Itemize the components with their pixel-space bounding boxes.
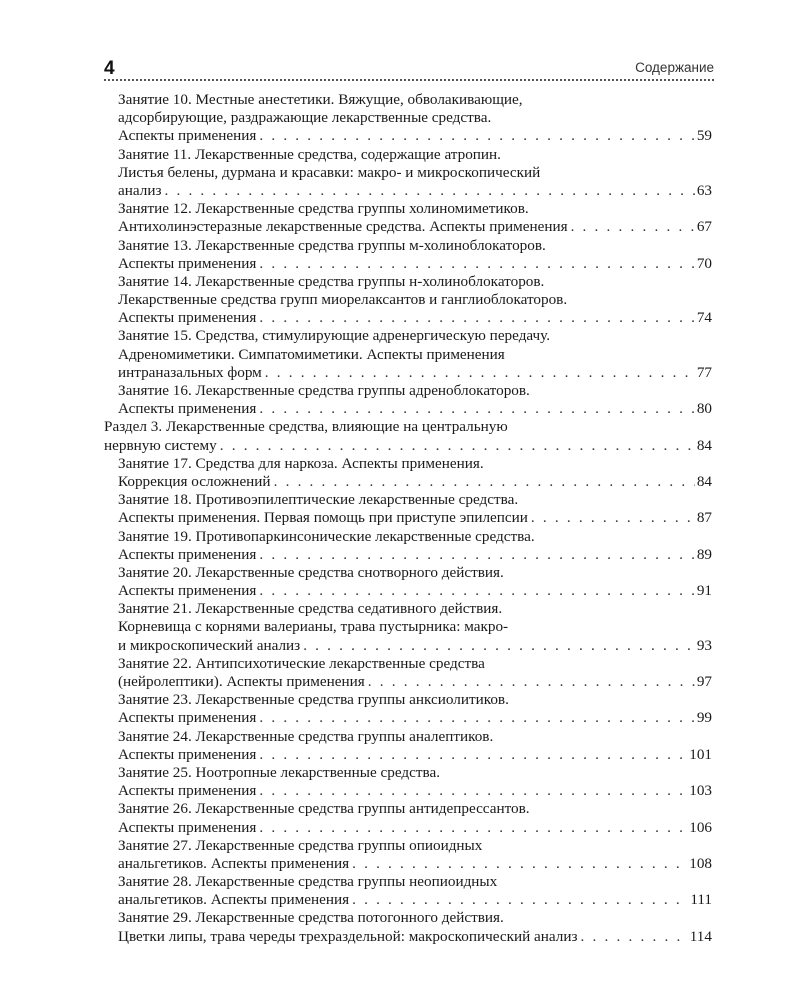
dot-leader <box>256 709 694 727</box>
toc-entry-leader-line <box>118 855 712 873</box>
toc-entry-line: Занятие 10. Местные анестетики. Вяжущие, обволакивающие, <box>118 91 523 108</box>
toc-entry-leader-line <box>118 255 712 273</box>
toc-entry-line: Занятие 22. Антипсихотические лекарственные средства <box>118 654 485 672</box>
dot-leader <box>217 437 695 455</box>
dot-leader <box>256 582 694 600</box>
toc-entry-text: Аспекты применения <box>118 745 257 763</box>
toc-entry-text: Аспекты применения. Первая помощь при приступе эпилепсии <box>118 509 528 527</box>
toc-entry-line: Занятие 20. Лекарственные средства снотворного действия. <box>118 563 504 581</box>
toc-entry-text: Аспекты применения <box>118 254 257 272</box>
toc-page-number: 108 <box>689 854 712 872</box>
toc-entry-text: интраназальных форм <box>118 363 262 381</box>
toc-entry-line: Раздел 3. Лекарственные средства, влияющие на центральную <box>104 418 508 436</box>
toc-page-number: 93 <box>696 636 712 654</box>
toc-lesson-entry <box>104 455 712 491</box>
toc-page-number: 114 <box>689 927 712 945</box>
toc-entry-line: адсорбирующие, раздражающие лекарственные средства. <box>118 109 492 127</box>
toc-entry-leader-line <box>118 673 712 691</box>
dot-leader <box>262 364 695 382</box>
toc-lesson-entry <box>104 691 712 727</box>
toc-entry-line: Занятие 12. Лекарственные средства группы холиномиметиков. <box>118 200 529 218</box>
toc-page-number: 87 <box>696 509 712 527</box>
dot-leader <box>349 891 688 909</box>
toc-entry-leader-line <box>118 473 712 491</box>
toc-entry-leader-line <box>118 127 712 145</box>
toc-page-number: 106 <box>689 818 712 836</box>
toc-page-number: 74 <box>696 309 712 327</box>
toc-entry-leader-line <box>118 891 712 909</box>
toc-entry-line: Занятие 23. Лекарственные средства группы анксиолитиков. <box>118 691 509 709</box>
toc-entry-line: Занятие 18. Противоэпилептические лекарственные средства. <box>118 491 519 509</box>
dot-leader <box>256 782 687 800</box>
dot-leader <box>365 673 695 691</box>
toc-entry-text: Аспекты применения <box>118 127 257 145</box>
toc-lesson-entry <box>104 728 712 764</box>
toc-page-number: 111 <box>690 891 712 909</box>
toc-entry-line: Занятие 15. Средства, стимулирующие адренергическую передачу. <box>118 327 551 345</box>
toc-entry-leader-line <box>118 928 712 946</box>
toc-entry-text: Цветки липы, трава череды трехраздельной: макроскопический анализ <box>118 927 578 945</box>
dot-leader <box>568 218 695 236</box>
toc-entry-line: Занятие 27. Лекарственные средства группы опиоидных <box>118 836 483 854</box>
toc-entry-text: и микроскопический анализ <box>118 636 301 654</box>
toc-lesson-entry <box>104 528 712 564</box>
toc-entry-leader-line <box>118 364 712 382</box>
toc-entry-line: Занятие 16. Лекарственные средства группы адреноблокаторов. <box>118 382 530 399</box>
toc-entry-text: Аспекты применения <box>118 782 257 800</box>
toc-entry-line: Занятие 14. Лекарственные средства группы н-холиноблокаторов. <box>118 272 545 290</box>
dot-leader <box>256 746 687 764</box>
toc-entry-text: Аспекты применения <box>118 400 257 418</box>
toc-entry-line: Корневища с корнями валерианы, трава пустырника: макро- <box>118 618 509 636</box>
toc-entry-line: Адреномиметики. Симпатомиметики. Аспекты применения <box>118 345 505 363</box>
dot-leader <box>528 509 695 527</box>
toc-entry-text: анальгетиков. Аспекты применения <box>118 854 350 872</box>
toc-lesson-entry <box>104 873 712 909</box>
toc-entry-text: Аспекты применения <box>118 818 257 836</box>
dot-leader <box>256 400 694 418</box>
page-number: 4 <box>104 58 115 79</box>
toc-entry-leader-line <box>118 509 712 527</box>
toc-entry-leader-line <box>118 637 712 655</box>
toc-entry-line: Занятие 11. Лекарственные средства, содержащие атропин. <box>118 145 501 163</box>
toc-entry-leader-line <box>118 709 712 727</box>
toc-entry-line: Лекарственные средства групп миорелаксантов и ганглиоблокаторов. <box>118 291 568 309</box>
toc-lesson-entry <box>104 564 712 600</box>
dot-leader <box>349 855 687 873</box>
toc-entry-text: нервную систему <box>104 436 217 454</box>
toc-entry-text: Аспекты применения <box>118 309 257 327</box>
dot-leader <box>256 819 687 837</box>
toc-entry-line: Занятие 29. Лекарственные средства потогонного действия. <box>118 909 504 927</box>
toc-lesson-entry <box>104 764 712 800</box>
dot-leader <box>300 637 695 655</box>
toc-lesson-entry <box>104 800 712 836</box>
toc-page-number: 84 <box>696 472 712 490</box>
toc-entry-leader-line <box>118 546 712 564</box>
toc-entry-text: анализ <box>118 181 162 199</box>
toc-page-number: 67 <box>696 218 712 236</box>
dot-leader <box>161 182 694 200</box>
toc-lesson-entry <box>104 146 712 201</box>
dot-leader <box>271 473 695 491</box>
toc-entry-text: Аспекты применения <box>118 709 257 727</box>
toc-entry-text: Аспекты применения <box>118 582 257 600</box>
toc-lesson-entry <box>104 382 712 418</box>
page-header <box>104 56 714 80</box>
toc-lesson-entry <box>104 327 712 382</box>
toc-entry-text: Коррекция осложнений <box>118 472 271 490</box>
toc-lesson-entry <box>104 655 712 691</box>
toc-page-number: 63 <box>696 181 712 199</box>
table-of-contents <box>104 91 712 946</box>
toc-page-number: 59 <box>696 127 712 145</box>
toc-lesson-entry <box>104 237 712 273</box>
toc-page-number: 80 <box>696 400 712 418</box>
toc-entry-leader-line <box>118 218 712 236</box>
toc-entry-leader-line <box>118 400 712 418</box>
toc-page-number: 89 <box>696 545 712 563</box>
toc-page-number: 70 <box>696 254 712 272</box>
toc-page-number: 77 <box>696 363 712 381</box>
toc-entry-line: Занятие 28. Лекарственные средства группы неопиоидных <box>118 873 498 891</box>
toc-entry-line: Листья белены, дурмана и красавки: макро- и микроскопический <box>118 163 541 181</box>
toc-lesson-entry <box>104 491 712 527</box>
toc-entry-text: анальгетиков. Аспекты применения <box>118 891 350 909</box>
toc-lesson-entry <box>104 600 712 655</box>
toc-section-entry <box>104 418 712 454</box>
toc-page-number: 97 <box>696 673 712 690</box>
toc-page-number: 91 <box>696 582 712 600</box>
toc-entry-line: Занятие 25. Ноотропные лекарственные средства. <box>118 763 440 781</box>
toc-entry-line: Занятие 24. Лекарственные средства группы аналептиков. <box>118 727 494 745</box>
toc-entry-text: (нейролептики). Аспекты применения <box>118 673 365 690</box>
toc-page-number: 84 <box>696 436 712 454</box>
dot-leader <box>256 546 694 564</box>
toc-entry-text: Аспекты применения <box>118 545 257 563</box>
dot-leader <box>256 255 694 273</box>
toc-entry-line: Занятие 13. Лекарственные средства группы м-холиноблокаторов. <box>118 236 546 254</box>
toc-entry-leader-line <box>118 782 712 800</box>
header-dotted-rule <box>104 79 714 81</box>
toc-entry-leader-line <box>118 182 712 200</box>
toc-entry-leader-line <box>104 437 712 455</box>
running-title: Содержание <box>635 60 714 75</box>
toc-entry-line: Занятие 19. Противопаркинсонические лекарственные средства. <box>118 527 535 545</box>
dot-leader <box>256 127 694 145</box>
toc-page-number: 101 <box>689 745 712 763</box>
toc-entry-text: Антихолинэстеразные лекарственные средства. Аспекты применения <box>118 218 568 236</box>
toc-entry-line: Занятие 21. Лекарственные средства седативного действия. <box>118 600 503 618</box>
dot-leader <box>256 309 694 327</box>
toc-lesson-entry <box>104 909 712 945</box>
toc-lesson-entry <box>104 837 712 873</box>
toc-entry-leader-line <box>118 819 712 837</box>
toc-entry-leader-line <box>118 582 712 600</box>
toc-entry-line: Занятие 17. Средства для наркоза. Аспекты применения. <box>118 454 484 472</box>
toc-lesson-entry <box>104 91 712 146</box>
toc-entry-leader-line <box>118 309 712 327</box>
toc-lesson-entry <box>104 200 712 236</box>
toc-page-number: 99 <box>696 709 712 727</box>
toc-page-number: 103 <box>689 782 712 800</box>
toc-entry-line: Занятие 26. Лекарственные средства группы антидепрессантов. <box>118 800 530 818</box>
toc-entry-leader-line <box>118 746 712 764</box>
toc-lesson-entry <box>104 273 712 328</box>
dot-leader <box>578 928 688 946</box>
